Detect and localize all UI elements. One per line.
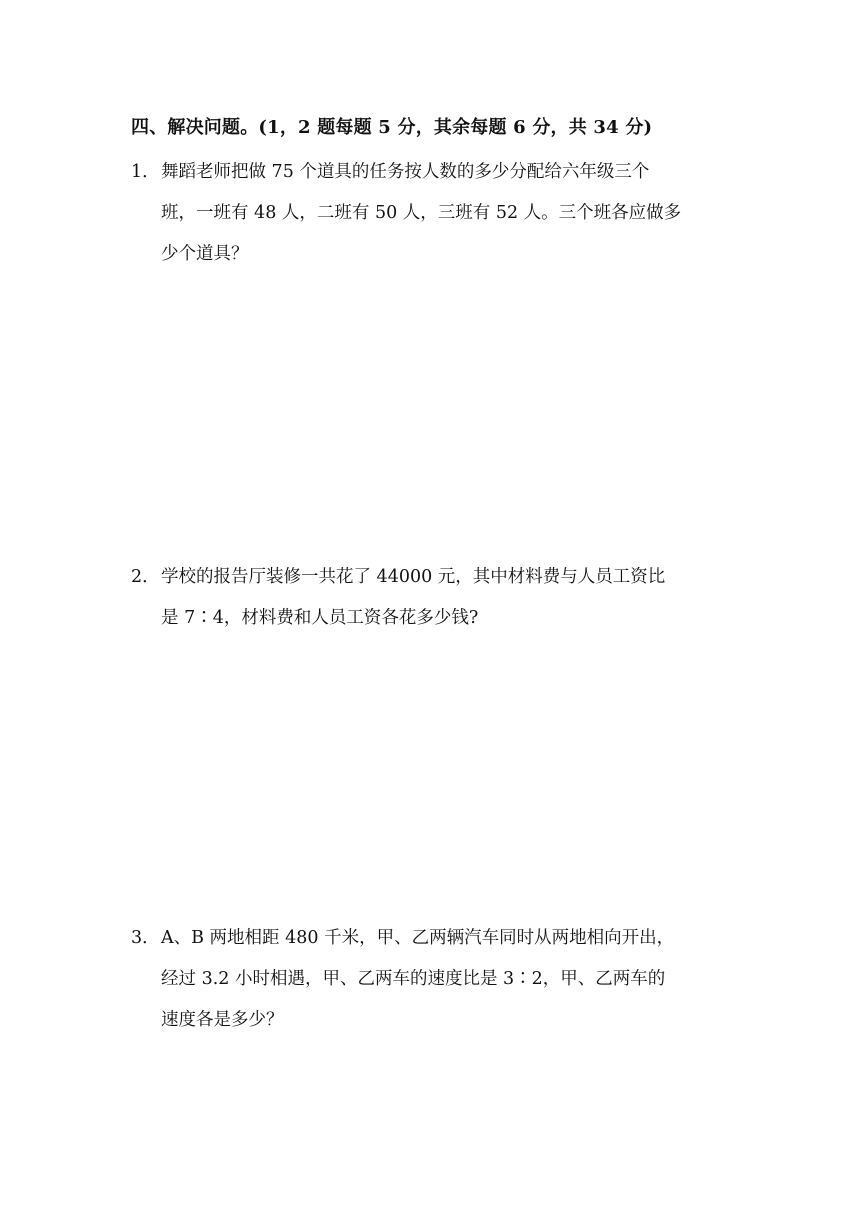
problem-number: 3． <box>131 928 160 948</box>
problem-1 <box>131 152 741 275</box>
problem-number: 2． <box>131 567 160 587</box>
problem-text-line: 学校的报告厅装修一共花了 44000 元，其中材料费与人员工资比 <box>161 567 666 587</box>
section-heading: 四、解决问题。(1，2 题每题 5 分，其余每题 6 分，共 34 分) <box>131 117 653 138</box>
problem-text-line: 少个道具？ <box>161 244 249 264</box>
problem-text-line: A、B 两地相距 480 千米，甲、乙两辆汽车同时从两地相向开出， <box>161 928 675 948</box>
problem-text-line: 是 7∶4，材料费和人员工资各花多少钱? <box>161 608 479 628</box>
problem-text-line: 经过 3.2 小时相遇，甲、乙两车的速度比是 3∶2，甲、乙两车的 <box>161 969 666 989</box>
problem-text-line: 速度各是多少？ <box>161 1010 284 1030</box>
problem-number: 1． <box>131 162 160 182</box>
problem-3 <box>131 918 741 1041</box>
problem-text-line: 班，一班有 48 人，二班有 50 人，三班有 52 人。三个班各应做多 <box>161 203 682 223</box>
problem-text-line: 舞蹈老师把做 75 个道具的任务按人数的多少分配给六年级三个 <box>161 162 650 182</box>
problem-2 <box>131 557 741 639</box>
